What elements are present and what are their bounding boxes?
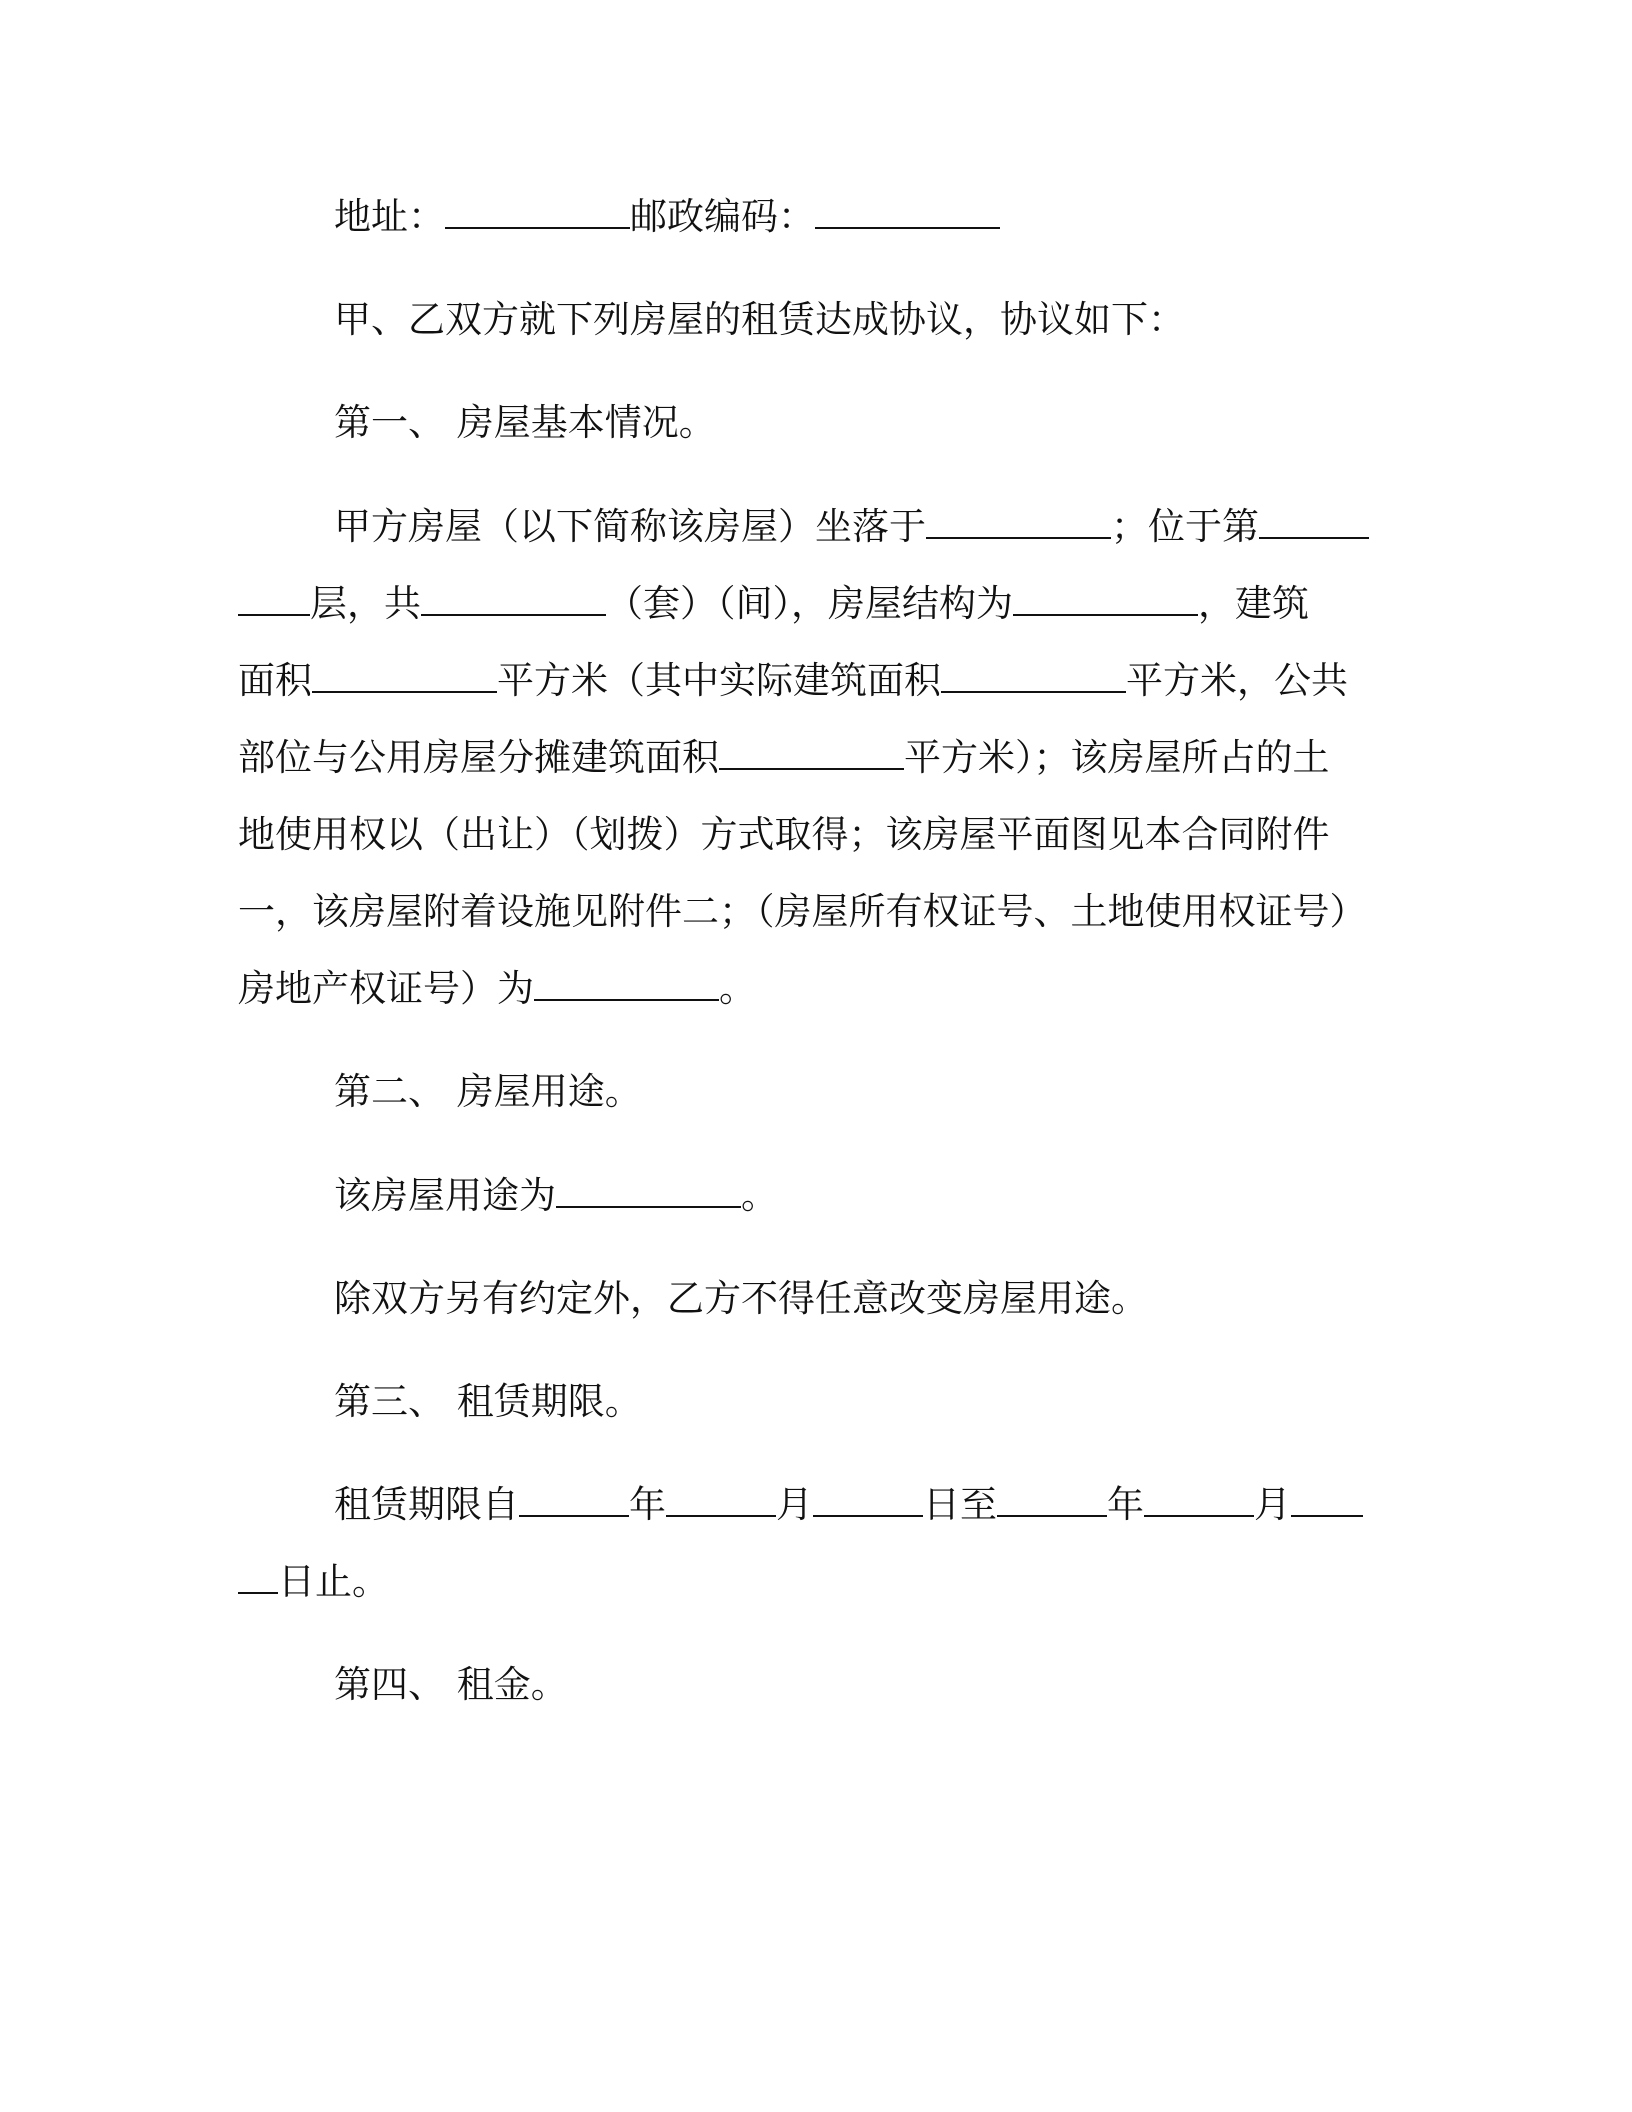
area-blank [312,657,497,693]
month-label: 月 [776,1483,813,1526]
agreement-intro: 甲、乙双方就下列房屋的租赁达成协议，协议如下： [334,298,1185,341]
section-1-line-1 [334,502,1369,552]
floor-blank-a [1259,503,1369,539]
period-mark: 。 [719,967,756,1010]
address-label: 地址： [334,195,445,238]
land-label: 平方米）；该房屋所占的土 [904,736,1330,779]
unit-count-blank [421,580,606,616]
public-label: 平方米，公共 [1126,659,1348,702]
section-1-title: 第一、 房屋基本情况。 [334,401,716,444]
shared-area-label: 部位与公用房屋分摊建筑面积 [238,736,719,779]
actual-area-blank [941,657,1126,693]
start-year-blank [519,1481,629,1517]
usage-label: 该房屋用途为 [334,1174,556,1217]
floor-label: ；位于第 [1111,505,1259,548]
section-3-line-1 [334,1480,1363,1530]
structure-label: （套）（间），房屋结构为 [606,582,1013,625]
start-month-blank [666,1481,776,1517]
shared-area-blank [719,734,904,770]
end-year-blank [997,1481,1107,1517]
period-mark-2: 。 [741,1174,778,1217]
actual-area-label: 平方米（其中实际建筑面积 [497,659,941,702]
floor-blank-b [238,580,310,616]
term-start-label: 租赁期限自 [334,1483,519,1526]
address-blank [445,193,630,229]
certificate-label: 房地产权证号）为 [238,967,534,1010]
end-day-blank-b [238,1558,278,1594]
section-4-title: 第四、 租金。 [334,1663,568,1706]
address-line [334,192,1000,242]
section-3-line-2 [238,1557,389,1607]
location-label: 甲方房屋（以下简称该房屋）坐落于 [334,505,926,548]
year-label-2: 年 [1107,1483,1144,1526]
month-label-2: 月 [1254,1483,1291,1526]
usage-blank [556,1172,741,1208]
floor-count-label: 层，共 [310,582,421,625]
end-day-blank-a [1291,1481,1363,1517]
term-end-label: 日止。 [278,1560,389,1603]
section-1-line-4 [238,733,1330,783]
year-label: 年 [629,1483,666,1526]
postcode-label: 邮政编码： [630,195,815,238]
building-label: ，建筑 [1198,582,1309,625]
section-1-line-7 [238,964,756,1014]
structure-blank [1013,580,1198,616]
certificate-blank [534,965,719,1001]
section-1-line-5: 地使用权以（出让）（划拨）方式取得；该房屋平面图见本合同附件 [238,813,1330,856]
postcode-blank [815,193,1000,229]
day-to-label: 日至 [923,1483,997,1526]
end-month-blank [1144,1481,1254,1517]
location-blank [926,503,1111,539]
section-2-line-2: 除双方另有约定外，乙方不得任意改变房屋用途。 [334,1277,1148,1320]
area-label: 面积 [238,659,312,702]
section-3-title: 第三、 租赁期限。 [334,1380,642,1423]
section-2-title: 第二、 房屋用途。 [334,1070,642,1113]
section-1-line-6: 一，该房屋附着设施见附件二；（房屋所有权证号、土地使用权证号） [238,890,1367,933]
section-1-line-2 [238,579,1309,629]
section-1-line-3 [238,656,1348,706]
section-2-line-1 [334,1171,778,1221]
start-day-blank [813,1481,923,1517]
